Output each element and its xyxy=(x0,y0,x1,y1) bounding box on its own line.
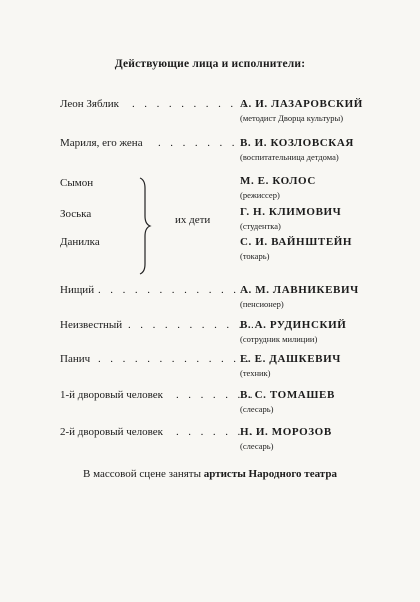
role-name: Неизвестный xyxy=(60,319,123,331)
actor-name: М. Е. КОЛОС xyxy=(240,175,316,187)
cast-row xyxy=(0,175,420,205)
footer-note xyxy=(0,468,420,480)
actor-occupation: (режиссер) xyxy=(240,190,280,200)
cast-row xyxy=(0,236,420,266)
children-brace xyxy=(138,176,152,276)
actor-name: С. И. ВАЙНШТЕЙН xyxy=(240,236,353,248)
cast-row xyxy=(0,137,420,167)
actor-name: А. И. ЛАЗАРОВСКИЙ xyxy=(240,98,363,110)
actor-occupation: (методист Дворца культуры) xyxy=(240,113,344,123)
role-name: Данилка xyxy=(60,236,100,248)
role-name: 1-й дворовый человек xyxy=(60,389,163,401)
cast-row xyxy=(0,319,420,349)
leader-dots: . . . . . . . . . . . . . . xyxy=(98,353,265,365)
actor-name: А. М. ЛАВНИКЕВИЧ xyxy=(240,284,359,296)
leader-dots: . . . . . . . . . . . xyxy=(128,319,258,331)
footer-prefix: В массовой сцене заняты xyxy=(83,468,204,480)
role-name: Зоська xyxy=(60,208,92,220)
actor-name: В. А. РУДИНСКИЙ xyxy=(240,319,347,331)
role-name: Панич xyxy=(60,353,91,365)
actor-name: В. С. ТОМАШЕВ xyxy=(240,389,335,401)
role-name: Мариля, его жена xyxy=(60,137,143,149)
page-title: Действующие лица и исполнители: xyxy=(114,58,306,70)
actor-name: В. И. КОЗЛОВСКАЯ xyxy=(240,137,354,149)
actor-occupation: (техник) xyxy=(240,368,271,378)
cast-row xyxy=(0,426,420,456)
actor-name: Г. Н. КЛИМОВИЧ xyxy=(240,206,342,218)
leader-dots: . . . . . . . xyxy=(176,426,256,438)
leader-dots: . . . . . . . . . . xyxy=(132,98,249,110)
actor-occupation: (пенсионер) xyxy=(240,299,284,309)
cast-row xyxy=(0,98,420,128)
actor-name: Н. И. МОРОЗОВ xyxy=(240,426,332,438)
role-name: Сымон xyxy=(60,177,94,189)
actor-name: Е. Е. ДАШКЕВИЧ xyxy=(240,353,341,365)
role-name: 2-й дворовый человек xyxy=(60,426,163,438)
actor-occupation: (токарь) xyxy=(240,251,270,261)
actor-occupation: (воспитательница детдома) xyxy=(240,152,339,162)
children-label: их дети xyxy=(175,214,211,226)
role-name: Леон Зяблик xyxy=(60,98,120,110)
footer-bold: артисты Народного театра xyxy=(203,468,337,480)
leader-dots: . . . . . . . xyxy=(176,389,256,401)
actor-occupation: (слесарь) xyxy=(240,404,274,414)
role-name: Нищий xyxy=(60,284,95,296)
leader-dots: . . . . . . . . . . . . . . xyxy=(98,284,265,296)
cast-row xyxy=(0,353,420,383)
cast-row xyxy=(0,389,420,419)
actor-occupation: (слесарь) xyxy=(240,441,274,451)
cast-row xyxy=(0,284,420,314)
leader-dots: . . . . . . . xyxy=(158,137,238,149)
actor-occupation: (студентка) xyxy=(240,221,281,231)
actor-occupation: (сотрудник милиции) xyxy=(240,334,318,344)
